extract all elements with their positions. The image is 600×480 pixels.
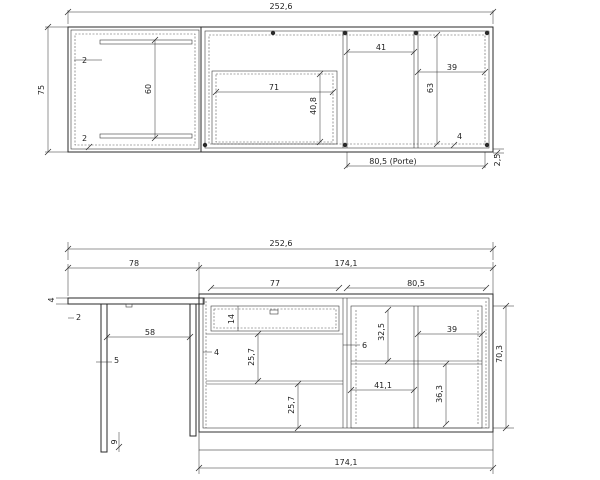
front-leg-width: 5 (114, 356, 120, 365)
top-view (37, 2, 504, 169)
front-right-width: 174,1 (334, 259, 358, 268)
front-bottom-width: 174,1 (334, 458, 358, 467)
top-foot-thickness: 4 (457, 132, 463, 141)
top-base-height: 2,5 (493, 153, 502, 167)
top-door-width: 80,5 (Porte) (369, 157, 417, 166)
front-total-height: 70,3 (495, 345, 504, 363)
top-shelf-width: 71 (268, 83, 280, 92)
top-inset-top: 2 (82, 56, 88, 65)
front-vertical-gap: 6 (362, 341, 368, 350)
front-drawer-height: 14 (227, 313, 236, 325)
top-compartment-width-right: 39 (446, 63, 458, 72)
front-left-width: 78 (128, 259, 140, 268)
front-top-offset: 2 (76, 313, 82, 322)
front-middle-width: 77 (269, 279, 281, 288)
top-left-depth: 60 (144, 83, 153, 95)
front-top-thickness: 4 (47, 297, 56, 303)
front-lower-compartment: 36,3 (435, 385, 444, 403)
top-width-total: 252,6 (269, 2, 293, 11)
top-inset-bottom: 2 (82, 134, 88, 143)
front-upper-shelf: 32,5 (377, 323, 386, 341)
top-right-height: 63 (426, 82, 435, 94)
top-height: 75 (37, 84, 46, 96)
front-leg-inner: 58 (144, 328, 156, 337)
front-divider: 4 (214, 348, 220, 357)
front-right-section: 80,5 (407, 279, 425, 288)
front-width-total: 252,6 (269, 239, 293, 248)
front-leg-depth: 9 (110, 439, 119, 445)
top-drawer-height: 40,8 (309, 97, 318, 115)
front-right-compartment: 39 (446, 325, 458, 334)
front-inner-shelf: 41,1 (374, 381, 392, 390)
front-shelf-lower: 25,7 (287, 396, 296, 414)
front-shelf-upper: 25,7 (247, 348, 256, 366)
top-compartment-width: 41 (375, 43, 387, 52)
front-view (47, 239, 514, 474)
